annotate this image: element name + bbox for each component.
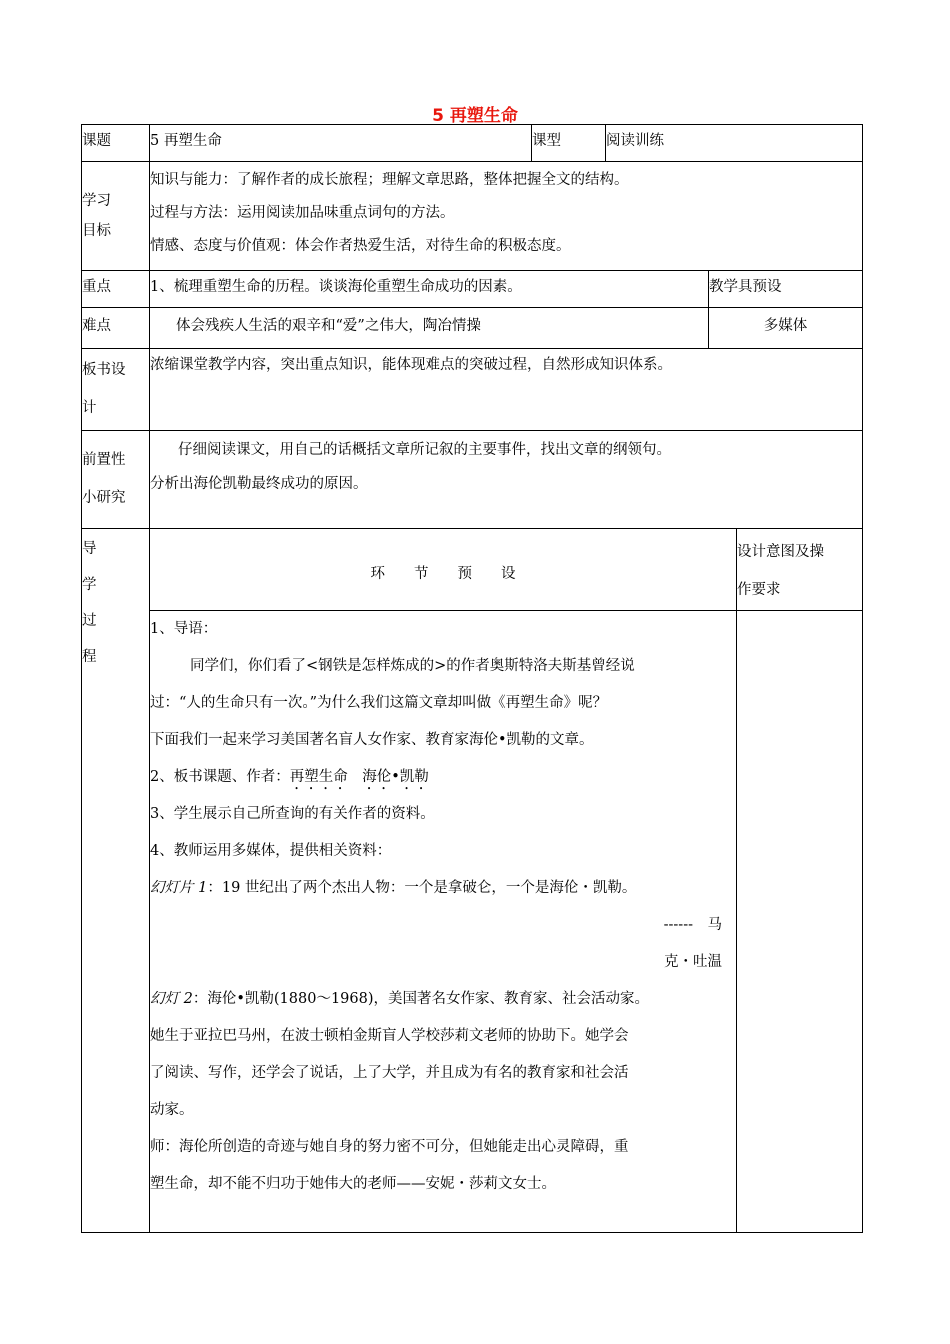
- slide-2-line-3: 了阅读、写作，还学会了说话，上了大学，并且成为有名的教育家和社会活: [150, 1065, 629, 1081]
- guide-design-intent-line-2: 作要求: [737, 582, 781, 598]
- step-2-author: 海伦•凯勒: [362, 769, 429, 785]
- guide-label: [82, 529, 150, 1233]
- step-1: 1、导语：: [150, 621, 218, 637]
- board-design-label: [82, 349, 150, 431]
- goal-knowledge: 知识与能力：了解作者的成长旅程；理解文章思路，整体把握全文的结构。: [150, 172, 629, 188]
- goals-label-line-2: 目标: [82, 223, 111, 239]
- slide-1: [150, 870, 730, 907]
- slide-1-text: ：19 世纪出了两个杰出人物：一个是拿破仑，一个是海伦・凯勒。: [207, 880, 637, 896]
- topic-row: [82, 125, 863, 162]
- type-label: 课型: [532, 125, 606, 162]
- pre-study-line-1: 仔细阅读课文，用自己的话概括文章所记叙的主要事件，找出文章的纲领句。: [178, 442, 671, 458]
- pre-study-label-line-1: 前置性: [82, 452, 126, 468]
- guide-label-char-2: 学: [82, 577, 97, 593]
- guide-content: [150, 611, 737, 1233]
- guide-header-row: [82, 529, 863, 611]
- key-points-label: 重点: [82, 271, 150, 308]
- slide-2-line-2: 她生于亚拉巴马州，在波士顿柏金斯盲人学校莎莉文老师的协助下。她学会: [150, 1028, 629, 1044]
- document-title: 5 再塑生命: [432, 106, 518, 126]
- pre-study-content: [150, 431, 863, 529]
- guide-design-intent-line-1: 设计意图及操: [737, 544, 824, 560]
- pre-study-label: [82, 431, 150, 529]
- intro-line-1: 同学们，你们看了<钢铁是怎样炼成的>的作者奥斯特洛夫斯基曾经说: [190, 658, 635, 674]
- goal-emotion: 情感、态度与价值观：体会作者热爱生活，对待生命的积极态度。: [150, 238, 571, 254]
- type-value: 阅读训练: [606, 125, 863, 162]
- guide-section-header: 环 节 预 设: [150, 529, 737, 611]
- step-2: [150, 759, 730, 796]
- board-design-label-line-2: 计: [82, 400, 97, 416]
- teacher-line-1: 师：海伦所创造的奇迹与她自身的努力密不可分，但她能走出心灵障碍，重: [150, 1139, 629, 1155]
- board-design-row: [82, 349, 863, 431]
- pre-study-row: [82, 431, 863, 529]
- step-2-title: 再塑生命: [289, 769, 348, 785]
- guide-label-char-1: 导: [82, 541, 97, 557]
- slide-1-attribution-1: ------ 马: [663, 917, 722, 933]
- slide-2: [150, 981, 730, 1018]
- slide-2-line-4: 动家。: [150, 1102, 194, 1118]
- goals-row: [82, 162, 863, 271]
- key-points-row: [82, 271, 863, 308]
- topic-value: 5 再塑生命: [150, 125, 532, 162]
- guide-label-char-3: 过: [82, 613, 97, 629]
- guide-design-intent-content: [737, 611, 863, 1233]
- difficult-points-label: 难点: [82, 308, 150, 349]
- slide-2-line-1: ：海伦•凯勒(1880～1968)，美国著名女作家、教育家、社会活动家。: [192, 991, 650, 1007]
- pre-study-line-2: 分析出海伦凯勒最终成功的原因。: [150, 476, 368, 492]
- teaching-tools-value: 多媒体: [709, 308, 863, 349]
- step-3: 3、学生展示自己所查询的有关作者的资料。: [150, 806, 435, 822]
- intro-line-3: 下面我们一起来学习美国著名盲人女作家、教育家海伦•凯勒的文章。: [150, 732, 594, 748]
- teaching-tools-label: 教学具预设: [709, 271, 863, 308]
- step-2-prefix: 2、板书课题、作者：: [150, 769, 290, 785]
- guide-content-row: [82, 611, 863, 1233]
- teacher-line-2: 塑生命，却不能不归功于她伟大的老师——安妮・莎莉文女士。: [150, 1176, 556, 1192]
- topic-label: 课题: [82, 125, 150, 162]
- goal-method: 过程与方法：运用阅读加品味重点词句的方法。: [150, 205, 455, 221]
- slide-1-label: 幻灯片 1: [150, 880, 208, 896]
- goals-label-line-1: 学习: [82, 193, 111, 209]
- step-4: 4、教师运用多媒体，提供相关资料：: [150, 843, 392, 859]
- guide-label-char-4: 程: [82, 649, 97, 665]
- goals-label: [82, 162, 150, 271]
- intro-line-2: 过：“人的生命只有一次。”为什么我们这篇文章却叫做《再塑生命》呢？: [150, 695, 608, 711]
- board-design-text: 浓缩课堂教学内容，突出重点知识，能体现难点的突破过程，自然形成知识体系。: [150, 349, 863, 431]
- lesson-plan-table: [81, 124, 863, 1233]
- guide-design-intent-header: [737, 529, 863, 611]
- slide-2-label: 幻灯 2: [150, 991, 193, 1007]
- difficult-points-row: [82, 308, 863, 349]
- key-points-text: 1、梳理重塑生命的历程。谈谈海伦重塑生命成功的因素。: [150, 271, 709, 308]
- difficult-points-text: 体会残疾人生活的艰辛和“爱”之伟大，陶冶情操: [150, 308, 709, 349]
- pre-study-label-line-2: 小研究: [82, 490, 126, 506]
- goals-content: [150, 162, 863, 271]
- board-design-label-line-1: 板书设: [82, 362, 126, 378]
- slide-1-attribution-2: 克・吐温: [664, 954, 722, 970]
